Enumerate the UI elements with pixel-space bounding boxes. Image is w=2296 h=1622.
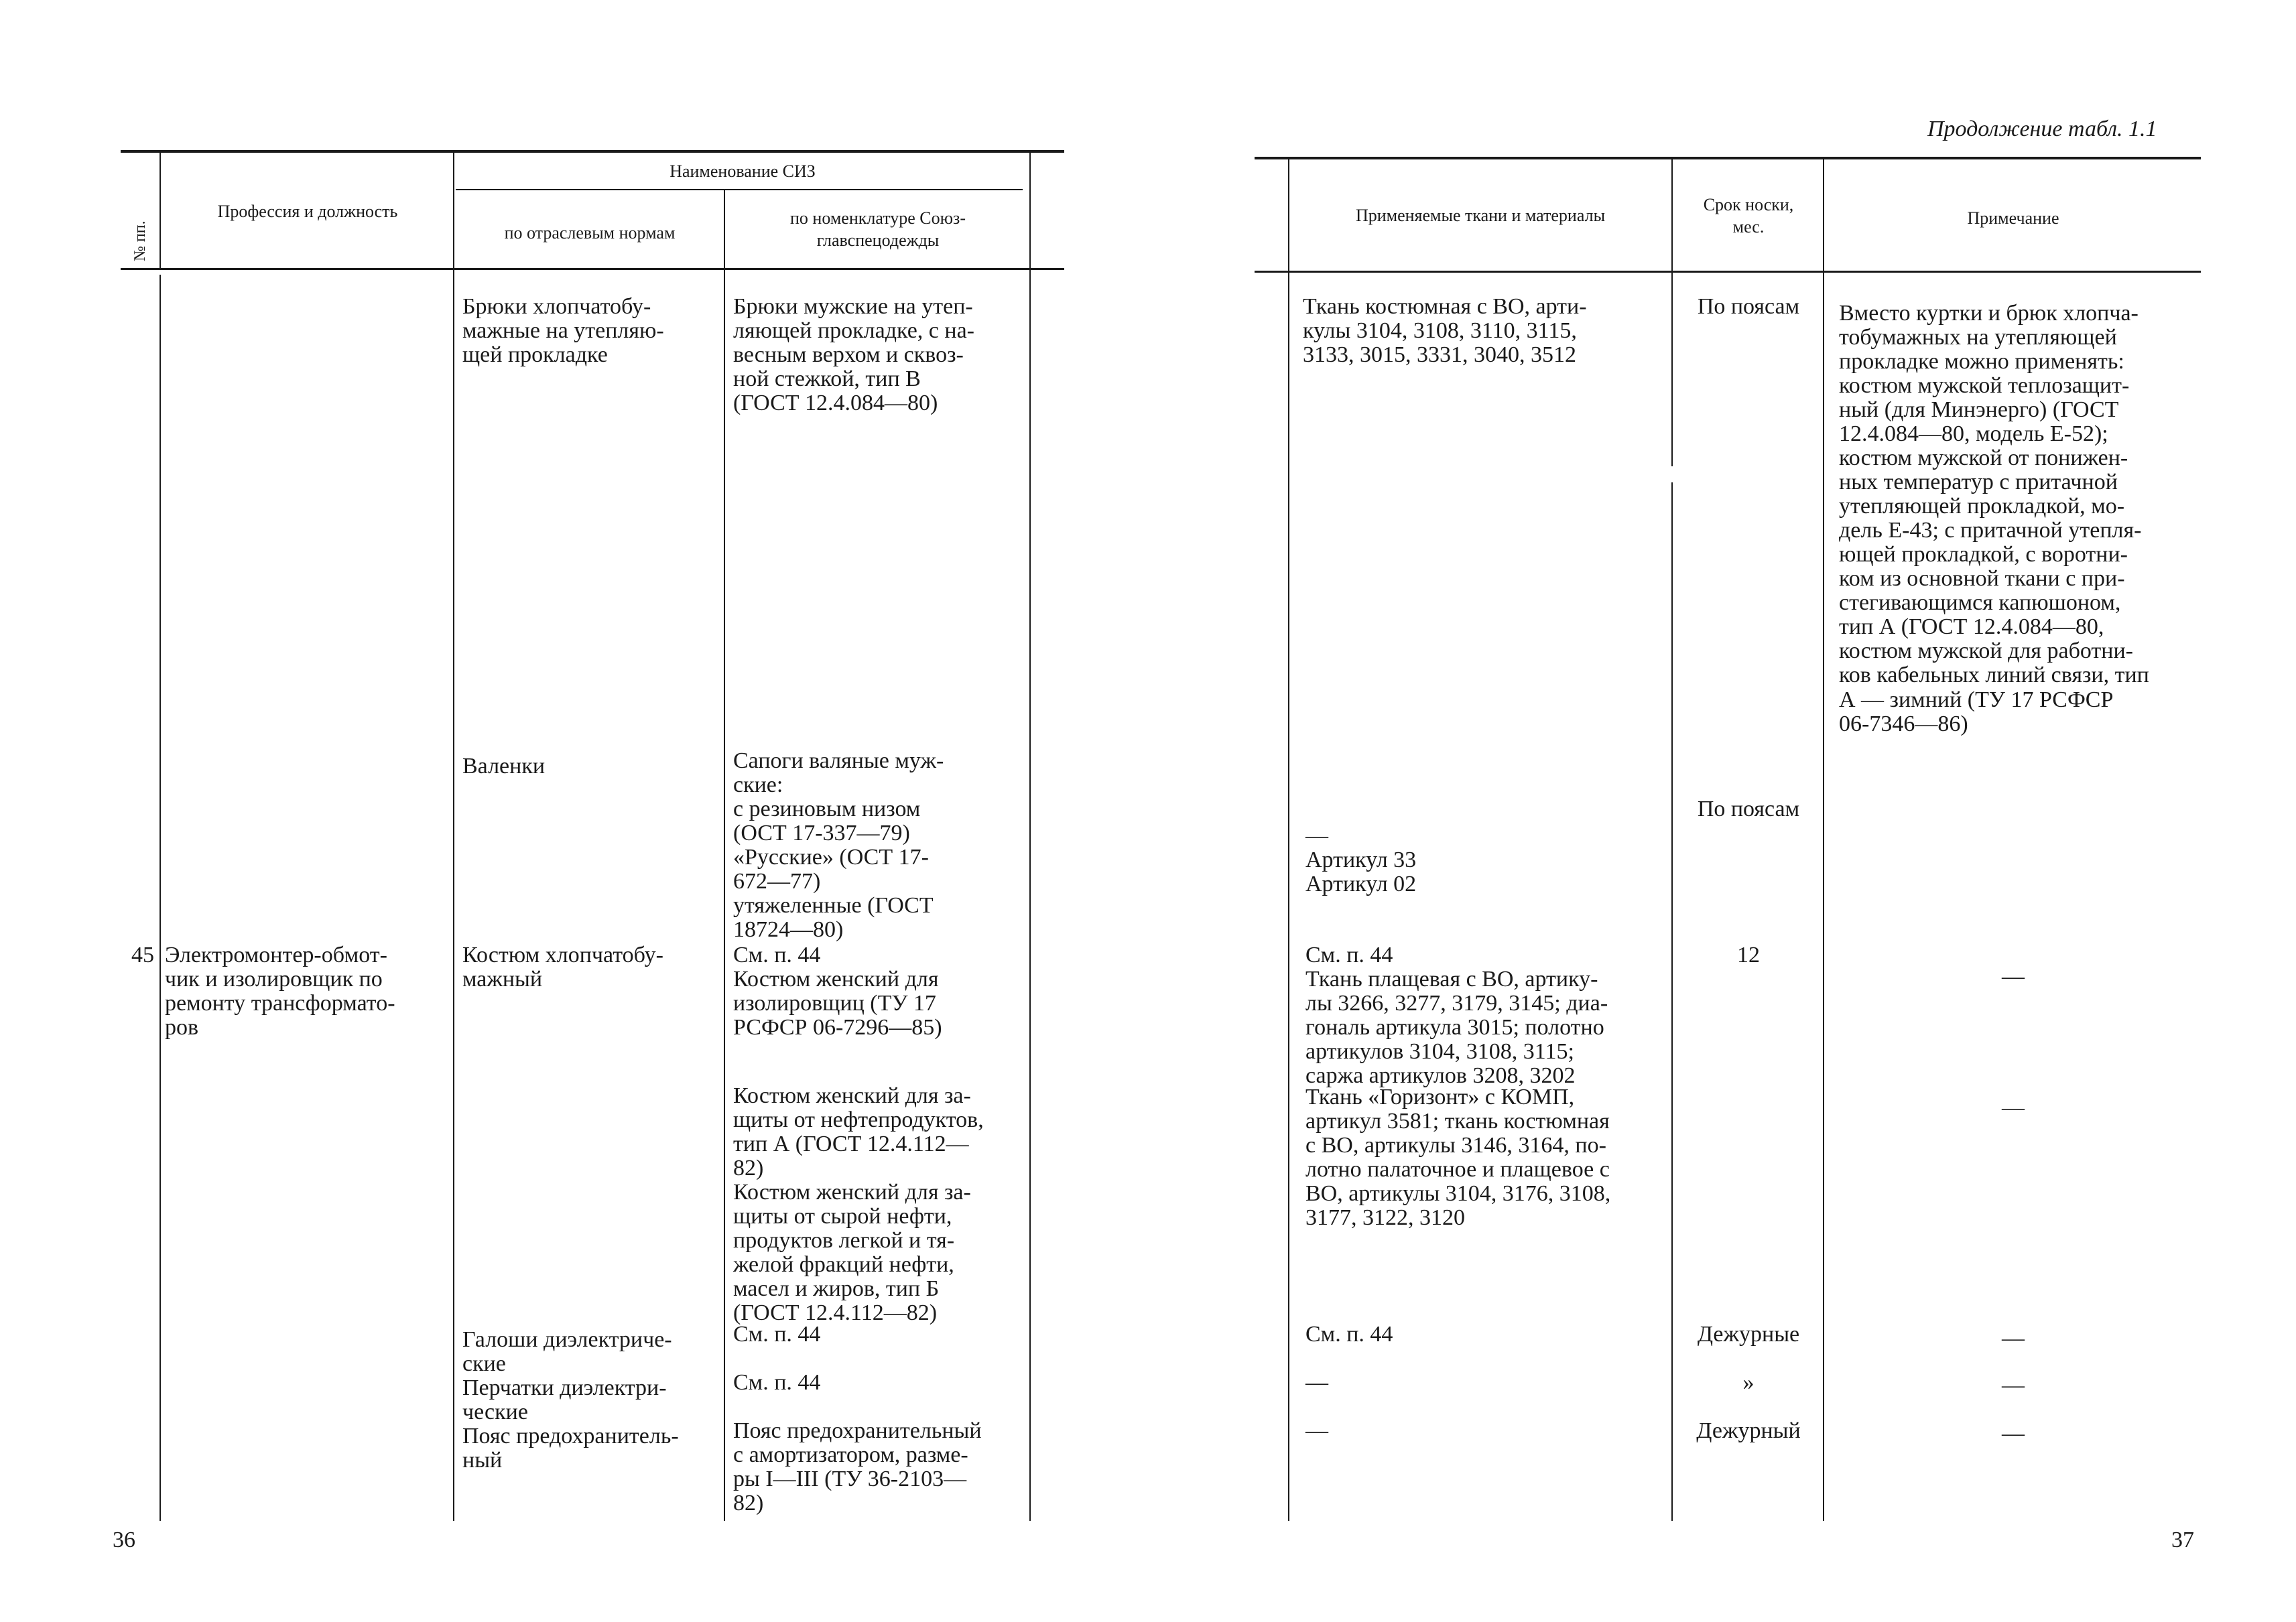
right-vline-3: [1823, 158, 1824, 1521]
galoshes-term-cell: Дежурные: [1697, 1322, 1800, 1347]
left-vline-1b: [160, 275, 161, 1521]
trousers-note-cell: Вместо куртки и брюк хлопча- тобумажных на утепляющей прокладке можно применять: костюм мужской теплозащит- ный (для Минэнерго) (ГОСТ 12.4.084—80, модель Е-52); костюм мужской от понижен- ных температур с притачной утепляющей прокладкой, мо- дель Е-43; с притачной утепля- ющей прокладкой, с воротни- ком из основной ткани с при- стегивающимся капюшоном, тип А (ГОСТ 12.4.084—80, костюм мужской для работни- ков кабельных линий связи, тип А — зимний (ТУ 17 РСФСР 06-7346—86): [1839, 301, 2149, 736]
left-vline-3: [724, 189, 725, 1521]
valenki-nom-cell: Сапоги валяные муж- ские: с резиновым низом (ОСТ 17-337—79) «Русские» (ОСТ 17- 672—77) утяжеленные (ГОСТ 18724—80): [733, 748, 944, 943]
suit-note-cell-1: —: [2002, 964, 2025, 989]
suit-material-cell-2: Ткань «Горизонт» с КОМП, артикул 3581; ткань костюмная с ВО, артикулы 3146, 3164, по- лотно палаточное и плащевое с ВО, артикулы 3104, 3176, 3108, 3177, 3122, 3120: [1305, 1085, 1611, 1231]
header-materials: Применяемые ткани и материалы: [1355, 206, 1606, 225]
gloves-material-cell: —: [1305, 1370, 1328, 1395]
left-siz-rule: [456, 189, 1023, 190]
right-vline-2b: [1671, 482, 1673, 1521]
valenki-material-cell: — Артикул 33 Артикул 02: [1305, 823, 1417, 897]
galoshes-material-cell: См. п. 44: [1305, 1322, 1393, 1347]
valenki-term-cell: По поясам: [1697, 797, 1800, 821]
trousers-norm-cell: Брюки хлопчатобу- мажные на утепляю- щей прокладке: [462, 294, 664, 368]
suit-norm-cell: Костюм хлопчатобу- мажный: [462, 943, 663, 992]
belt-norm-cell: Пояс предохранитель- ный: [462, 1424, 679, 1473]
right-vline-1: [1288, 158, 1289, 1521]
left-vline-4: [1029, 151, 1031, 1521]
suit-material-cell-1: См. п. 44 Ткань плащевая с ВО, артику- лы 3266, 3277, 3179, 3145; диа- гональ артикула 3015; полотно артикулов 3104, 3108, 3115; саржа артикулов 3208, 3202: [1305, 943, 1608, 1089]
continuation-title: Продолжение табл. 1.1: [1927, 117, 2157, 141]
header-term: Срок носки, мес.: [1703, 195, 1794, 236]
header-by-nomenclature: по номенклатуре Союз- главспецодежды: [790, 208, 966, 250]
suit-term-cell: 12: [1737, 943, 1760, 967]
page-number-left: 36: [113, 1528, 135, 1552]
belt-term-cell: Дежурный: [1696, 1418, 1801, 1443]
left-header-bottom-rule: [121, 268, 1064, 270]
header-num: № пп.: [131, 220, 149, 261]
galoshes-norm-cell: Галоши диэлектриче- ские: [462, 1327, 672, 1377]
gloves-nom-cell: См. п. 44: [733, 1370, 821, 1395]
header-by-norms: по отраслевым нормам: [504, 223, 676, 243]
belt-nom-cell: Пояс предохранительный с амортизатором, разме- ры I—III (ТУ 36-2103— 82): [733, 1418, 982, 1516]
suit-nom-cell-2: Костюм женский для за- щиты от нефтепродуктов, тип А (ГОСТ 12.4.112— 82) Костюм женский для за- щиты от сырой нефти, продуктов легкой и тя- желой фракций нефти, масел и жиров, тип Б (ГОСТ 12.4.112—82): [733, 1083, 984, 1326]
header-profession: Профессия и должность: [217, 202, 398, 221]
galoshes-nom-cell: См. п. 44: [733, 1322, 821, 1347]
belt-note-cell: —: [2002, 1421, 2025, 1446]
gloves-norm-cell: Перчатки диэлектри- ческие: [462, 1375, 667, 1425]
trousers-nom-cell: Брюки мужские на утеп- ляющей прокладке, с на- весным верхом и сквоз- ной стежкой, тип В (ГОСТ 12.4.084—80): [733, 294, 975, 416]
right-top-rule: [1255, 157, 2201, 159]
belt-material-cell: —: [1305, 1418, 1328, 1443]
gloves-term-cell: »: [1742, 1370, 1755, 1395]
trousers-material-cell: Ткань костюмная с ВО, арти- кулы 3104, 3108, 3110, 3115, 3133, 3015, 3331, 3040, 3512: [1303, 294, 1587, 368]
header-siz-group: Наименование СИЗ: [669, 161, 816, 181]
left-vline-2: [453, 151, 454, 1521]
left-top-rule: [121, 150, 1064, 153]
trousers-term-cell: По поясам: [1697, 294, 1800, 319]
left-vline-1: [160, 151, 161, 269]
right-header-bottom-rule: [1255, 271, 2201, 273]
valenki-norm-cell: Валенки: [462, 754, 546, 779]
header-note: Примечание: [1967, 208, 2059, 228]
profession-cell: Электромонтер-обмот- чик и изолировщик по ремонту трансформато- ров: [165, 943, 395, 1040]
suit-note-cell-2: —: [2002, 1095, 2025, 1120]
page-number-right: 37: [2171, 1528, 2194, 1552]
galoshes-note-cell: —: [2002, 1326, 2025, 1351]
gloves-note-cell: —: [2002, 1373, 2025, 1398]
right-vline-2: [1671, 158, 1673, 466]
item-number: 45: [131, 943, 154, 967]
suit-nom-cell-1: См. п. 44 Костюм женский для изолировщиц (ТУ 17 РСФСР 06-7296—85): [733, 943, 942, 1040]
